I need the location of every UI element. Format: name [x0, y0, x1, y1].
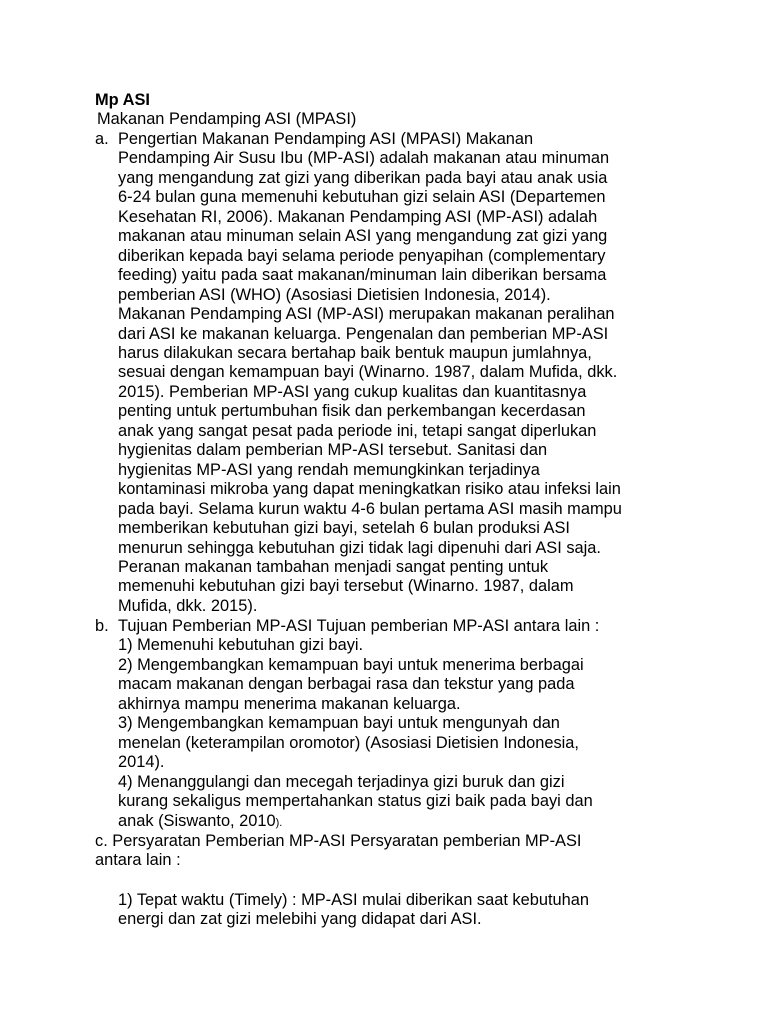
list-item-b [95, 617, 685, 833]
list-item-a [95, 130, 685, 616]
item-a-text: Pengertian Makanan Pendamping ASI (MPASI) Makanan Pendamping Air Susu Ibu (MP-ASI) adalah makanan atau minuman yang mengandung zat gizi yang diberikan pada bayi atau anak usia 6-24 bulan guna memenuhi kebutuhan gizi selain ASI (Departemen Kesehatan RI, 2006). Makanan Pendamping ASI (MP-ASI) adalah makanan atau minuman selain ASI yang mengandung zat gizi yang diberikan kepada bayi selama periode penyapihan (complementary feeding) yaitu pada saat makanan/minuman lain diberikan bersama pemberian ASI (WHO) (Asosiasi Dietisien Indonesia, 2014). Makanan Pendamping ASI (MP-ASI) merupakan makanan peralihan dari ASI ke makanan keluarga. Pengenalan dan pemberian MP-ASI harus dilakukan secara bertahap baik bentuk maupun jumlahnya, sesuai dengan kemampuan bayi (Winarno. 1987, dalam Mufida, dkk. 2015). Pemberian MP-ASI yang cukup kualitas dan kuantitasnya penting untuk pertumbuhan fisik dan perkembangan kecerdasan anak yang sangat pesat pada periode ini, tetapi sangat diperlukan hygienitas dalam pemberian MP-ASI tersebut. Sanitasi dan hygienitas MP-ASI yang rendah memungkinkan terjadinya kontaminasi mikroba yang dapat meningkatkan risiko atau infeksi lain pada bayi. Selama kurun waktu 4-6 bulan pertama ASI masih mampu memberikan kebutuhan gizi bayi, setelah 6 bulan produksi ASI menurun sehingga kebutuhan gizi tidak lagi dipenuhi dari ASI saja. Peranan makanan tambahan menjadi sangat penting untuk memenuhi kebutuhan gizi bayi tersebut (Winarno. 1987, dalam Mufida, dkk. 2015). [118, 130, 622, 615]
item-b-point-4-suffix: ). [275, 816, 283, 829]
item-c-point-1: 1) Tepat waktu (Timely) : MP-ASI mulai diberikan saat kebutuhan energi dan zat gizi melebihi yang didapat dari ASI. [118, 891, 589, 929]
list-item-c: c. Persyaratan Pemberian MP-ASI Persyaratan pemberian MP-ASI antara lain : [95, 832, 582, 870]
list-marker-a: a. [95, 130, 109, 148]
document-title: Mp ASI [95, 91, 150, 109]
item-b-point-4-text: 4) Menanggulangi dan mecegah terjadinya gizi buruk dan gizi kurang sekaligus mempertahankan status gizi baik pada bayi dan anak (Siswanto, 2010 [118, 772, 593, 830]
item-b-point-2: 2) Mengembangkan kemampuan bayi untuk menerima berbagai macam makanan dengan berbagai rasa dan tekstur yang pada akhirnya mampu menerima makanan keluarga. [118, 655, 584, 713]
item-b-intro: Tujuan Pemberian MP-ASI Tujuan pemberian MP-ASI antara lain : [118, 617, 600, 635]
item-b-point-4 [118, 773, 685, 833]
document-subtitle: Makanan Pendamping ASI (MPASI) [97, 110, 357, 128]
item-b-point-3: 3) Mengembangkan kemampuan bayi untuk mengunyah dan menelan (keterampilan oromotor) (Asosiasi Dietisien Indonesia, 2014). [118, 714, 579, 772]
list-marker-b: b. [95, 617, 109, 635]
item-b-point-1: 1) Memenuhi kebutuhan gizi bayi. [118, 636, 364, 655]
